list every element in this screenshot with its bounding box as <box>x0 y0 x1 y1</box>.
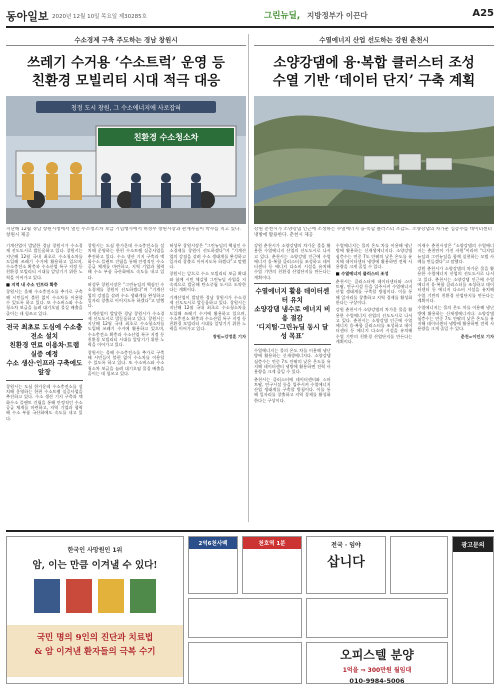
ad-section <box>6 530 494 685</box>
text-column-3 <box>169 243 246 508</box>
ad-classified <box>188 642 302 684</box>
pull-quote: 전국 최초로 도심에 수소충전소 설치 친환경 연료 이용차·트램 실증 예정 수소 생산·인프라 구축에도 앞장 <box>6 319 83 381</box>
ad-subtext: 1억을 ⇒ 300만원 월임대 <box>342 667 412 674</box>
ad-classified <box>188 536 238 594</box>
paragraph: 허성무 창원시장은 “그린뉴딜의 핵심인 수소경제를 창원이 선도하겠다”며 “기계산업의 강점을 살려 수소 생태계를 완성하고 일자리 창출로 이어지도록 하겠다”고 말했다. <box>169 243 247 270</box>
ad-book <box>6 536 184 684</box>
ad-book-subtitle: & 암 이겨낸 환자들의 극복 수기 <box>34 647 156 657</box>
ad-book-headline: 암, 이는 만큼 이겨낼 수 있다! <box>32 560 158 571</box>
book-cover <box>66 579 92 613</box>
truck-sign-text: 친환경 수소청소차 <box>133 133 199 142</box>
ad-title: 2억6천사백 <box>189 537 237 549</box>
paragraph: 창원시는 앞으로 수소 모빌리티 보급 확대와 함께 시민 체감형 그린뉴딜 사업을 지속적으로 발굴해 탄소중립 도시로 도약한다는 계획이다. <box>169 271 247 293</box>
byline: 춘천=이인모 기자 <box>460 333 495 339</box>
article-photo <box>254 96 494 224</box>
article-changwon <box>6 34 246 522</box>
book-covers <box>7 579 183 613</box>
paragraph: 춘천시는 클러스터에 데이터센터와 스마트팜, 연구시설 등을 입주시켜 수열에너지 산업 생태계를 구축할 방침이다. 이를 통해 일자리를 창출하고 지역 경제를 활성화한다는 구상이다. <box>254 376 331 403</box>
photo-caption: 지난해 12월 경남 창원시청에서 열린 수소청소차 보급 기념행사에서 허성무 창원시장과 관계자들이 박수를 치고 있다. 창원시 제공 <box>6 227 241 238</box>
paragraph: 창원시는 올해 수소충전소를 추가로 구축해 시민들이 불편 없이 수소차를 이용할 수 있도록 하고 있다. 또 수소버스와 수소청소차 보급을 늘려 대기오염 물질 배출을 줄이는 데 힘쓰고 있다. <box>87 349 165 376</box>
photo-banner-text: 청정 도시 창원, 그 수소에너지에 사로잡혀 <box>71 105 181 112</box>
issue-date: 2020년 12월 10일 목요일 제30285호 <box>52 14 147 20</box>
ad-title: 천호역 1분 <box>243 537 301 549</box>
paragraph: 허성무 창원시장은 “그린뉴딜의 핵심인 수소경제를 창원이 선도하겠다”며 “기계산업의 강점을 살려 수소 생태계를 완성하고 일자리 창출로 이어지도록 하겠다”고 말했다. <box>87 282 165 309</box>
page-number: A25 <box>472 8 494 19</box>
text-column-2 <box>336 243 413 508</box>
section-title: 지방정부가 이끈다 <box>307 11 368 20</box>
headline-line-1: 쓰레기 수거용 ‘수소트럭’ 운영 등 <box>27 55 225 71</box>
photo-caption: 강원 춘천시가 소양강댐 인근에 조성하는 수열에너지 융·복합 클러스터 조감도. 소양강댐의 차가운 심층수를 데이터센터 냉방에 활용한다. 춘천시 제공 <box>254 227 492 238</box>
text-column-1 <box>254 243 331 508</box>
paragraph: 기계산업이 발달한 경남 창원시가 수소경제 선도도시로 발돋움하고 있다. 창원시는 지난해 12월 국내 최초로 수소청소차를 도입해 쓰레기 수거에 활용하고 있으며, 수소충전소 확충과 수소산업 특구 지정 등 친환경 모빌리티 시대를 앞당기기 위한 노력을 이어가고 있다. <box>6 243 83 280</box>
text-column-1 <box>6 243 83 508</box>
ad-classified <box>306 536 386 594</box>
ad-book-title: 국민 명의 9인의 진단과 치료법 <box>36 633 154 643</box>
ad-phone: 010-9984-5006 <box>349 677 405 684</box>
paragraph: 수열에너지는 물의 온도 차를 이용해 냉난방에 활용하는 신재생에너지다. 소양강댐 심층수는 연중 7도 안팎의 낮은 온도를 유지해 데이터센터 냉방에 활용하면 전력 사용량을 크게 줄일 수 있다. <box>335 243 413 270</box>
article-photo <box>6 96 246 224</box>
masthead <box>6 6 494 28</box>
paragraph: 기계산업이 발달한 경남 창원시가 수소경제 선도도시로 발돋움하고 있다. 창원시는 지난해 12월 국내 최초로 수소청소차를 도입해 쓰레기 수거에 활용하고 있으며, 수소충전소 확충과 수소산업 특구 지정 등 친환경 모빌리티 시대를 앞당기기 위한 노력을 이어가고 있다. <box>87 310 165 348</box>
article-headline <box>254 54 494 90</box>
text-column-2 <box>88 243 165 508</box>
article-kicker: 수소경제 구축 주도하는 경남 창원시 <box>6 34 246 46</box>
paragraph: 수열에너지는 물의 온도 차를 이용해 냉난방에 활용하는 신재생에너지다. 소양강댐 심층수는 연중 7도 안팎의 낮은 온도를 유지해 데이터센터 냉방에 활용하면 전력 사용량을 크게 줄일 수 있다. <box>417 305 495 332</box>
paragraph: 강원 춘천시가 소양강댐의 차가운 물을 활용한 수열에너지 산업의 선도도시로 나서고 있다. 춘천시는 소양강댐 인근에 수열에너지 융·복합 클러스터를 조성하고 데이터센터 등 에너지 다소비 시설을 유치해 수열 기반의 친환경 산업단지를 만든다는 계획이다. <box>335 307 413 345</box>
byline: 창원=강정훈 기자 <box>212 333 247 339</box>
headline-line-1: 소양강댐에 융·복합 클러스터 조성 <box>273 55 475 71</box>
ad-classified <box>188 598 302 638</box>
book-cover <box>130 579 156 613</box>
book-cover <box>98 579 124 613</box>
article-chuncheon <box>254 34 494 522</box>
hydrogen-truck-photo <box>6 96 246 224</box>
paragraph: 기계산업이 발달한 경남 창원시가 수소경제 선도도시로 발돋움하고 있다. 창원시는 지난해 12월 국내 최초로 수소청소차를 도입해 쓰레기 수거에 활용하고 있으며, 수소충전소 확충과 수소산업 특구 지정 등 친환경 모빌리티 시대를 앞당기기 위한 노력을 이어가고 있다. <box>169 294 247 332</box>
paragraph: 강원 춘천시가 소양강댐의 차가운 물을 활용한 수열에너지 산업의 선도도시로 나서고 있다. 춘천시는 소양강댐 인근에 수열에너지 융·복합 클러스터를 조성하고 데이터센터 등 에너지 다소비 시설을 유치해 수열 기반의 친환경 산업단지를 만든다는 계획이다. <box>254 243 331 280</box>
section-tag: 그린뉴딜, <box>264 11 301 21</box>
newspaper-logo: 동아일보 <box>6 10 49 23</box>
ad-big-text: 오피스텔 분양 <box>340 648 414 662</box>
article-body <box>6 243 246 508</box>
article-body <box>254 243 494 508</box>
paragraph: 강원 춘천시가 소양강댐의 차가운 물을 활용한 수열에너지 산업의 선도도시로 나서고 있다. 춘천시는 소양강댐 인근에 수열에너지 융·복합 클러스터를 조성하고 데이터센터 등 에너지 다소비 시설을 유치해 수열 기반의 친환경 산업단지를 만든다는 계획이다. <box>417 266 495 303</box>
subheading: ■ 지역 내 수소 인프라 확충 <box>6 282 58 288</box>
paragraph: 창원시는 올해 수소충전소를 추가로 구축해 시민들이 불편 없이 수소차를 이용할 수 있도록 하고 있다. 또 수소버스와 수소청소차 보급을 늘려 대기오염 물질 배출을 줄이는 데 힘쓰고 있다. <box>6 289 83 316</box>
column-divider <box>248 34 249 522</box>
ad-big-text: 삽니다 <box>327 555 365 570</box>
ad-classified <box>390 536 448 594</box>
dam-aerial-photo <box>254 96 494 224</box>
book-cover <box>34 579 60 613</box>
ad-officetel <box>306 642 448 684</box>
ad-title: 전국 · 임야 <box>331 542 361 549</box>
pull-quote: 수열에너지 활용 데이터센터 유치 소양강댐 냉수로 에너지 비용 절감 ‘디지털·그린뉴딜 동시 달성 목표’ <box>254 283 331 345</box>
paragraph: 춘천시는 클러스터에 데이터센터와 스마트팜, 연구시설 등을 입주시켜 수열에너지 산업 생태계를 구축할 방침이다. 이를 통해 일자리를 창출하고 지역 경제를 활성화한다는 구상이다. <box>335 278 413 305</box>
text-column-3 <box>417 243 494 508</box>
ad-title: 광고문의 <box>453 537 493 552</box>
article-headline <box>6 54 246 90</box>
paragraph: 수열에너지는 물의 온도 차를 이용해 냉난방에 활용하는 신재생에너지다. 소양강댐 심층수는 연중 7도 안팎의 낮은 온도를 유지해 데이터센터 냉방에 활용하면 전력 사용량을 크게 줄일 수 있다. <box>254 348 331 375</box>
headline-line-2: 친환경 모빌리티 시대 적극 대응 <box>31 73 221 89</box>
headline-line-2: 수열 기반 ‘데이터 단지’ 구축 계획 <box>272 73 476 89</box>
ad-classified <box>306 598 448 638</box>
ad-book-footer <box>7 625 183 677</box>
ad-classified <box>242 536 302 594</box>
subheading: ■ 수열에너지 클러스터 조성 <box>335 271 389 277</box>
ad-book-kicker: 한국인 사망원인 1위 <box>67 547 123 554</box>
paragraph: 창원시는 도심 한가운데 수소충전소를 설치해 운영하는 한편 수소트램 실증사업을 추진하고 있다. 수소 생산 기지 구축과 액화수소 플랜트 건립을 통해 안정적인 수소 공급 체계를 마련하고, 지역 기업과 협력해 수소 부품 국산화에도 속도를 내고 있다. <box>6 383 83 421</box>
paragraph: 이재수 춘천시장은 “소양강댐의 수열에너지는 춘천만이 가진 자원”이라며 “디지털 뉴딜과 그린뉴딜을 함께 실현하는 모범 사례를 만들겠다”고 말했다. <box>417 243 495 264</box>
article-kicker: 수열에너지 산업 선도하는 강원 춘천시 <box>254 34 494 46</box>
ad-contact <box>452 536 494 684</box>
paragraph: 창원시는 도심 한가운데 수소충전소를 설치해 운영하는 한편 수소트램 실증사업을 추진하고 있다. 수소 생산 기지 구축과 액화수소 플랜트 건립을 통해 안정적인 수소 공급 체계를 마련하고, 지역 기업과 협력해 수소 부품 국산화에도 속도를 내고 있다. <box>87 243 165 280</box>
